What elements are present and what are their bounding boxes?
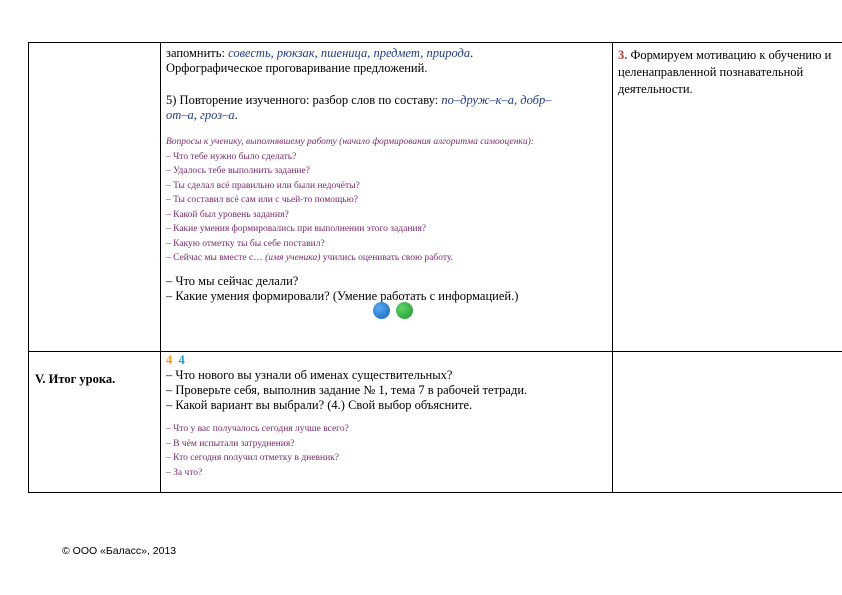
reflection-question: – За что? (166, 467, 203, 478)
review-words-2: от–а, гроз–а (166, 108, 235, 122)
reflection-question: – Что у вас получалось сегодня лучше всего? (166, 424, 349, 434)
summary-line: – Что нового вы узнали об именах существительных? (166, 368, 453, 382)
what-did-line: – Что мы сейчас делали? (166, 273, 299, 288)
memorize-prefix: запомнить: (166, 46, 229, 60)
lesson-table (28, 42, 842, 493)
together-suffix: учились оценивать свою работу. (320, 253, 454, 263)
question-item: – Ты составил всё сам или с чьей-то помощью? (166, 195, 358, 205)
green-circle-icon (396, 302, 413, 319)
together-prefix: – Сейчас мы вместе с… (166, 253, 266, 263)
summary-line: – Проверьте себя, выполнив задание № 1, тема 7 в рабочей тетради. (166, 383, 528, 397)
memorize-suffix: . (470, 46, 474, 60)
stage-cell (29, 352, 161, 493)
number-cyan: 4 (178, 353, 185, 367)
question-item: – Какие умения формировались при выполнении этого задания? (166, 224, 427, 234)
empty-goal-cell (613, 352, 842, 493)
task-numbers (166, 353, 612, 368)
goal-text: Формируем мотивацию к обучению и целенаправленной познавательной деятельности. (618, 48, 832, 96)
goal-cell (613, 43, 842, 352)
summary-cell (161, 352, 613, 493)
blue-circle-icon (373, 302, 390, 319)
spelling-line: Орфографическое проговаривание предложений. (166, 61, 428, 75)
motivation-text (618, 43, 842, 98)
summary-line: – Какой вариант вы выбрали? (4.) Свой выбор объясните. (166, 398, 473, 412)
memorize-line (166, 46, 612, 61)
question-item: – Что тебе нужно было сделать? (166, 151, 297, 162)
review-suffix: . (234, 108, 238, 122)
copyright-footer: © ООО «Баласс», 2013 (62, 545, 177, 557)
review-line-2 (166, 108, 612, 123)
stage-title: V. Итог урока. (35, 372, 116, 386)
table-row (29, 352, 842, 493)
review-prefix: 5) Повторение изученного: разбор слов по составу: (166, 93, 442, 107)
questions-intro: Вопросы к ученику, выполнявшему работу (начало формирования алгоритма самооценки): (166, 137, 534, 147)
together-line (166, 251, 612, 266)
number-orange: 4 (166, 353, 173, 367)
together-name: (имя ученика) (265, 253, 321, 263)
question-item: – Какой был уровень задания? (166, 209, 289, 220)
question-item: – Ты сделал всё правильно или были недочёты? (166, 180, 360, 191)
review-line (166, 93, 612, 108)
reflection-question: – Кто сегодня получил отметку в дневник? (166, 453, 340, 463)
question-item: – Какую отметку ты бы себе поставил? (166, 238, 325, 249)
goal-number: 3. (618, 48, 628, 62)
table-row (29, 43, 842, 352)
stage-cell-empty (29, 43, 161, 352)
reflection-question: – В чём испытали затруднения? (166, 438, 295, 449)
skills-line: – Какие умения формировали? (Умение работать с информацией.) (166, 288, 519, 303)
circle-markers (373, 302, 413, 319)
review-words-1: по–друж–к–а, добр– (441, 93, 552, 107)
question-item: – Удалось тебе выполнить задание? (166, 166, 310, 176)
memorize-words: совесть, рюкзак, пшеница, предмет, природа (228, 46, 471, 60)
